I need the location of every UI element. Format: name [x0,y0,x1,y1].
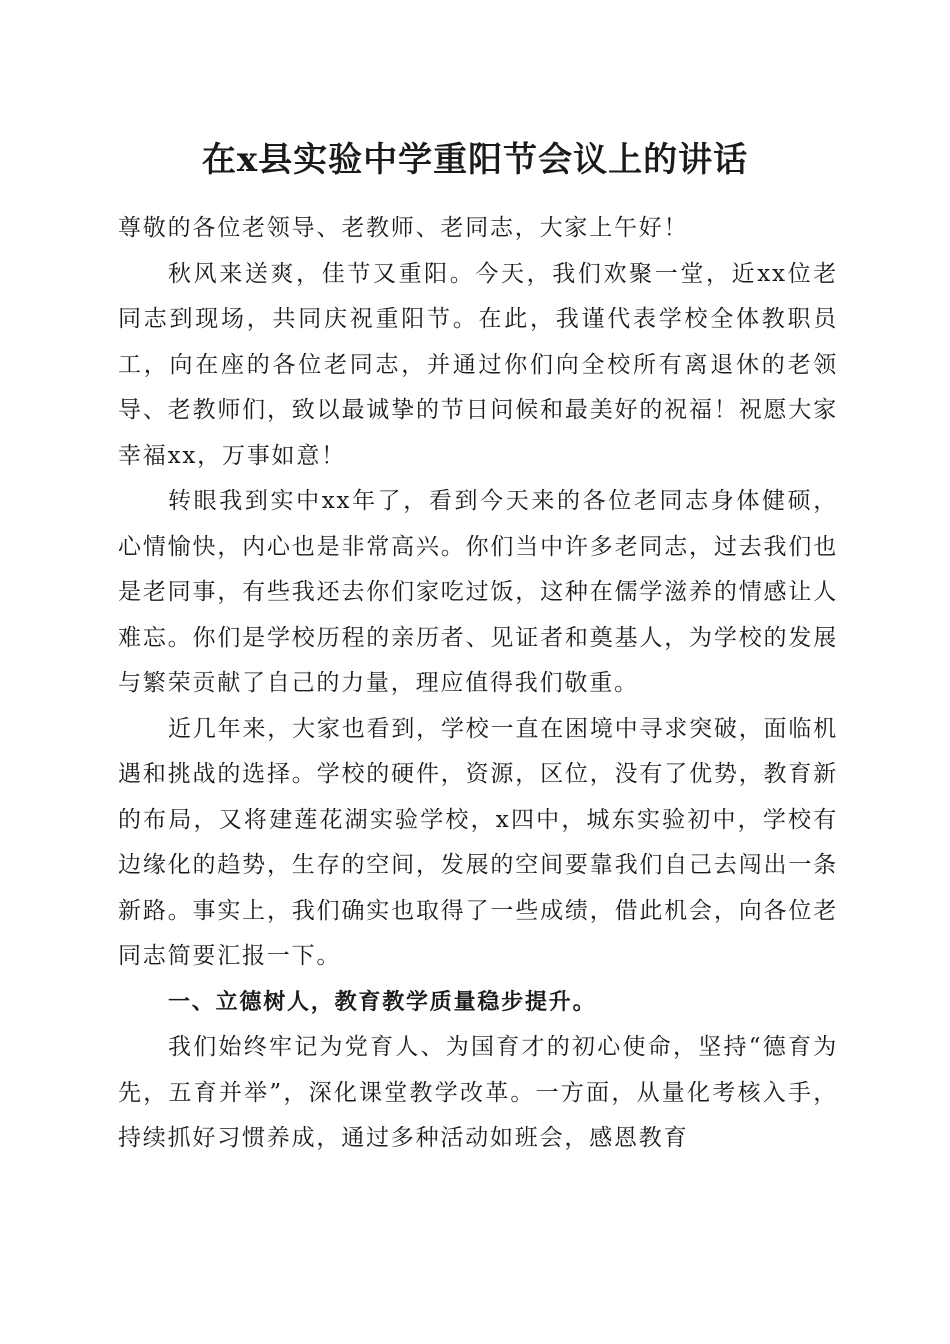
body-paragraph: 转眼我到实中xx年了，看到今天来的各位老同志身体健硕，心情愉快，内心也是非常高兴。你们当中许多老同志，过去我们也是老同事，有些我还去你们家吃过饭，这种在儒学滋养的情感让人难忘。你们是学校历程的亲历者、见证者和奠基人，为学校的发展与繁荣贡献了自己的力量，理应值得我们敬重。 [118,488,838,696]
document-body [118,206,838,1162]
body-paragraph: 秋风来送爽，佳节又重阳。今天，我们欢聚一堂，近xx位老同志到现场，共同庆祝重阳节。在此，我谨代表学校全体教职员工，向在座的各位老同志，并通过你们向全校所有离退休的老领导、老教师们，致以最诚挚的节日问候和最美好的祝福！祝愿大家幸福xx，万事如意！ [118,260,838,469]
section-paragraph: 我们始终牢记为党育人、为国育才的初心使命，坚持“德育为先，五育并举”，深化课堂教学改革。一方面，从量化考核入手，持续抓好习惯养成，通过多种活动如班会，感恩教育 [118,1034,838,1151]
section-heading: 一、立德树人，教育教学质量稳步提升。 [168,989,597,1015]
document-title: 在x县实验中学重阳节会议上的讲话 [201,140,749,180]
body-paragraph: 近几年来，大家也看到，学校一直在困境中寻求突破，面临机遇和挑战的选择。学校的硬件，资源，区位，没有了优势，教育新的布局，又将建莲花湖实验学校，x四中，城东实验初中，学校有边缘化的趋势，生存的空间，发展的空间要靠我们自己去闯出一条新路。事实上，我们确实也取得了一些成绩，借此机会，向各位老同志简要汇报一下。 [118,715,838,969]
greeting-paragraph: 尊敬的各位老领导、老教师、老同志，大家上午好！ [118,215,689,241]
